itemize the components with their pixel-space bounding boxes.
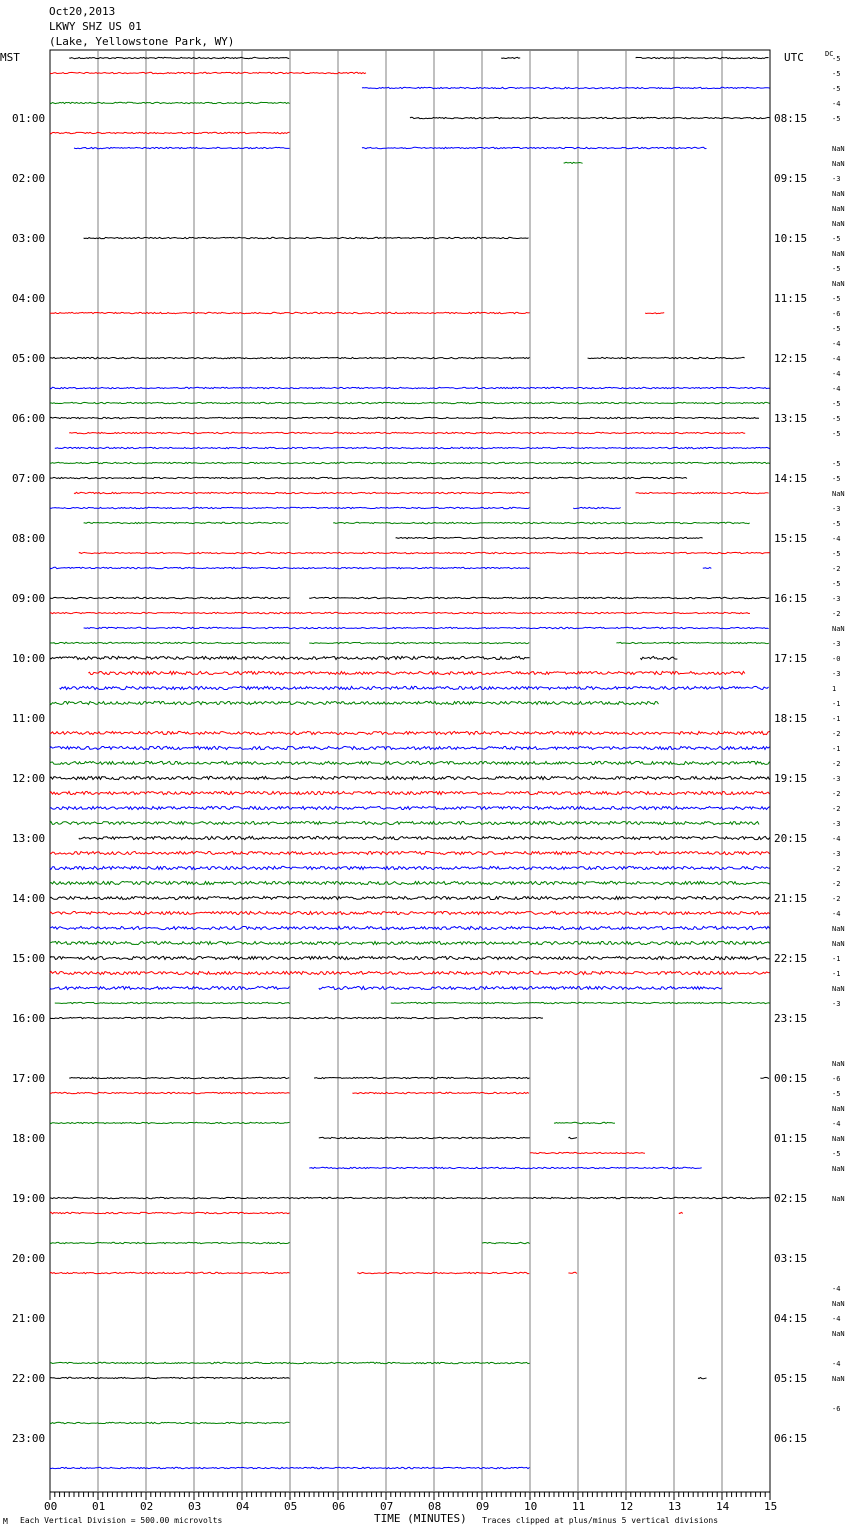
trace-segment xyxy=(501,57,520,58)
row-value-label: -3 xyxy=(832,640,841,648)
row-value-label: -5 xyxy=(832,1150,841,1158)
row-value-label: -2 xyxy=(832,730,841,738)
x-tick-label: 04 xyxy=(236,1500,250,1513)
trace-segment xyxy=(679,1212,683,1213)
row-value-label: NaN xyxy=(832,1105,845,1113)
trace-segment xyxy=(50,1197,770,1198)
trace-segment xyxy=(50,417,759,418)
x-tick-label: 11 xyxy=(572,1500,586,1513)
utc-hour-label: 00:15 xyxy=(774,1072,808,1085)
mst-hour-label: 05:00 xyxy=(12,352,46,365)
plot-date: Oct20,2013 xyxy=(49,5,116,18)
row-value-label: -3 xyxy=(832,820,841,828)
utc-axis-title: UTC xyxy=(784,51,804,64)
trace-segment xyxy=(74,492,530,493)
trace-segment xyxy=(319,1137,530,1138)
trace-segment xyxy=(314,1077,530,1078)
trace-segment xyxy=(50,986,290,989)
row-value-label: -4 xyxy=(832,100,841,108)
trace-segment xyxy=(69,432,745,433)
utc-hour-label: 13:15 xyxy=(774,412,808,425)
x-tick-label: 03 xyxy=(188,1500,202,1513)
mst-hour-label: 16:00 xyxy=(12,1012,46,1025)
utc-hour-label: 02:15 xyxy=(774,1192,808,1205)
utc-hour-label: 12:15 xyxy=(774,352,808,365)
mst-hour-label: 01:00 xyxy=(12,112,46,125)
mst-hour-label: 14:00 xyxy=(12,892,46,905)
x-tick-label: 07 xyxy=(380,1500,394,1513)
row-value-label: NaN xyxy=(832,160,845,168)
utc-hour-label: 23:15 xyxy=(774,1012,808,1025)
row-value-label: -2 xyxy=(832,865,841,873)
row-value-label: NaN xyxy=(832,1195,845,1203)
row-value-label: -1 xyxy=(832,700,841,708)
mst-hour-label: 22:00 xyxy=(12,1372,46,1385)
trace-segment xyxy=(50,761,770,764)
row-value-label: -4 xyxy=(832,1315,841,1323)
trace-segment xyxy=(50,402,770,403)
mst-hour-label: 09:00 xyxy=(12,592,46,605)
trace-segment xyxy=(88,671,745,674)
trace-segment xyxy=(352,1092,529,1093)
plot-frame xyxy=(50,50,770,1492)
trace-segment xyxy=(698,1378,707,1379)
trace-segment xyxy=(391,1002,770,1003)
mst-hour-label: 02:00 xyxy=(12,172,46,185)
x-tick-label: 13 xyxy=(668,1500,682,1513)
trace-segment xyxy=(50,72,366,73)
trace-segment xyxy=(50,597,290,598)
trace-segment xyxy=(568,1272,577,1273)
row-value-label: -5 xyxy=(832,325,841,333)
utc-hour-label: 18:15 xyxy=(774,712,808,725)
clip-note: Traces clipped at plus/minus 5 vertical divisions xyxy=(482,1516,719,1525)
row-value-label: NaN xyxy=(832,145,845,153)
mst-hour-label: 12:00 xyxy=(12,772,46,785)
trace-segment xyxy=(50,1122,290,1123)
x-tick-label: 00 xyxy=(44,1500,58,1513)
utc-hour-label: 14:15 xyxy=(774,472,808,485)
x-tick-label: 05 xyxy=(284,1500,298,1513)
mst-hour-label: 06:00 xyxy=(12,412,46,425)
trace-segment xyxy=(333,522,750,523)
trace-segment xyxy=(50,911,770,914)
row-value-label: NaN xyxy=(832,940,845,948)
x-tick-label: 12 xyxy=(620,1500,634,1513)
x-tick-label: 09 xyxy=(476,1500,490,1513)
row-value-label: -5 xyxy=(832,1090,841,1098)
trace-segment xyxy=(50,462,770,463)
row-value-label: NaN xyxy=(832,925,845,933)
x-tick-label: 01 xyxy=(92,1500,106,1513)
trace-segment xyxy=(50,791,770,794)
trace-segment xyxy=(760,1077,769,1078)
utc-hour-label: 20:15 xyxy=(774,832,808,845)
trace-segment xyxy=(50,1422,290,1423)
trace-segment xyxy=(50,1377,290,1378)
dc-label: DC xyxy=(825,50,834,58)
trace-segment xyxy=(50,507,530,508)
utc-hour-label: 03:15 xyxy=(774,1252,808,1265)
mst-hour-label: 11:00 xyxy=(12,712,46,725)
row-value-label: NaN xyxy=(832,250,845,258)
mst-axis-title: MST xyxy=(0,51,20,64)
trace-segment xyxy=(50,701,659,704)
mst-hour-label: 19:00 xyxy=(12,1192,46,1205)
row-value-label: -1 xyxy=(832,745,841,753)
trace-segment xyxy=(50,387,770,388)
trace-segment xyxy=(50,102,290,103)
utc-hour-label: 04:15 xyxy=(774,1312,808,1325)
trace-segment xyxy=(55,447,770,448)
row-value-label: -5 xyxy=(832,475,841,483)
trace-segment xyxy=(50,1242,290,1243)
row-value-label: -3 xyxy=(832,1000,841,1008)
row-value-label: -5 xyxy=(832,520,841,528)
mst-hour-label: 10:00 xyxy=(12,652,46,665)
mst-hour-label: 15:00 xyxy=(12,952,46,965)
row-value-label: -4 xyxy=(832,910,841,918)
row-value-label: -2 xyxy=(832,610,841,618)
trace-segment xyxy=(79,836,770,839)
row-value-label: -3 xyxy=(832,175,841,183)
row-value-label: -2 xyxy=(832,760,841,768)
trace-segment xyxy=(50,896,770,899)
trace-segment xyxy=(50,926,770,929)
mst-hour-label: 21:00 xyxy=(12,1312,46,1325)
mst-hour-label: 23:00 xyxy=(12,1432,46,1445)
x-tick-label: 08 xyxy=(428,1500,442,1513)
row-value-label: -2 xyxy=(832,790,841,798)
trace-segment xyxy=(636,57,769,58)
trace-segment xyxy=(616,642,769,643)
trace-segment xyxy=(636,492,769,493)
mst-hour-label: 13:00 xyxy=(12,832,46,845)
utc-hour-label: 05:15 xyxy=(774,1372,808,1385)
trace-segment xyxy=(60,686,769,689)
row-value-label: -4 xyxy=(832,835,841,843)
trace-segment xyxy=(568,1137,577,1138)
row-value-label: -4 xyxy=(832,370,841,378)
trace-segment xyxy=(640,656,677,659)
row-value-label: -6 xyxy=(832,1075,841,1083)
row-value-label: -3 xyxy=(832,775,841,783)
trace-segment xyxy=(50,941,770,944)
row-value-label: -6 xyxy=(832,1405,841,1413)
utc-hour-label: 16:15 xyxy=(774,592,808,605)
row-value-label: NaN xyxy=(832,1300,845,1308)
trace-segment xyxy=(50,851,770,854)
mst-hour-label: 18:00 xyxy=(12,1132,46,1145)
row-value-label: NaN xyxy=(832,490,845,498)
trace-segment xyxy=(309,597,769,598)
trace-segment xyxy=(50,1017,543,1018)
trace-segment xyxy=(79,552,770,553)
row-value-label: NaN xyxy=(832,625,845,633)
utc-hour-label: 01:15 xyxy=(774,1132,808,1145)
row-value-label: -3 xyxy=(832,505,841,513)
trace-segment xyxy=(50,731,770,734)
mst-hour-label: 08:00 xyxy=(12,532,46,545)
row-value-label: -4 xyxy=(832,340,841,348)
utc-hour-label: 17:15 xyxy=(774,652,808,665)
trace-segment xyxy=(573,507,621,508)
trace-segment xyxy=(84,522,289,523)
x-tick-label: 02 xyxy=(140,1500,154,1513)
row-value-label: -5 xyxy=(832,235,841,243)
row-value-label: -5 xyxy=(832,115,841,123)
trace-segment xyxy=(50,746,770,749)
row-value-label: -2 xyxy=(832,895,841,903)
trace-segment xyxy=(396,537,703,538)
trace-segment xyxy=(50,642,290,643)
trace-segment xyxy=(50,612,750,613)
row-value-label: -5 xyxy=(832,295,841,303)
trace-segment xyxy=(588,357,745,358)
row-value-label: NaN xyxy=(832,1165,845,1173)
row-value-label: -5 xyxy=(832,430,841,438)
trace-segment xyxy=(74,147,290,148)
trace-segment xyxy=(357,1272,529,1273)
mst-hour-label: 20:00 xyxy=(12,1252,46,1265)
utc-hour-label: 22:15 xyxy=(774,952,808,965)
x-tick-label: 15 xyxy=(764,1500,778,1513)
trace-segment xyxy=(50,1272,290,1273)
row-value-label: -3 xyxy=(832,850,841,858)
row-value-label: -4 xyxy=(832,535,841,543)
trace-segment xyxy=(554,1122,615,1123)
row-value-label: -0 xyxy=(832,655,841,663)
trace-segment xyxy=(69,1077,289,1078)
plot-layer xyxy=(50,50,770,1500)
row-value-label: -4 xyxy=(832,1360,841,1368)
trace-segment xyxy=(50,1212,290,1213)
row-value-label: -1 xyxy=(832,955,841,963)
utc-hour-label: 08:15 xyxy=(774,112,808,125)
utc-hour-label: 15:15 xyxy=(774,532,808,545)
row-value-label: -5 xyxy=(832,55,841,63)
utc-hour-label: 10:15 xyxy=(774,232,808,245)
row-value-label: -2 xyxy=(832,565,841,573)
station-id: LKWY SHZ US 01 xyxy=(49,20,142,33)
mst-hour-label: 07:00 xyxy=(12,472,46,485)
trace-segment xyxy=(362,147,707,148)
trace-segment xyxy=(50,1092,290,1093)
trace-segment xyxy=(362,87,770,88)
row-value-label: NaN xyxy=(832,1060,845,1068)
row-value-label: -1 xyxy=(832,715,841,723)
row-value-label: NaN xyxy=(832,205,845,213)
trace-segment xyxy=(645,313,664,314)
row-value-label: NaN xyxy=(832,1330,845,1338)
trace-segment xyxy=(319,986,722,989)
trace-segment xyxy=(84,627,769,628)
row-value-label: NaN xyxy=(832,220,845,228)
row-value-label: NaN xyxy=(832,280,845,288)
trace-segment xyxy=(309,642,529,643)
utc-hour-label: 11:15 xyxy=(774,292,808,305)
mst-hour-label: 04:00 xyxy=(12,292,46,305)
x-tick-label: 10 xyxy=(524,1500,538,1513)
row-value-label: 1 xyxy=(832,685,837,693)
row-value-label: -5 xyxy=(832,400,841,408)
trace-segment xyxy=(482,1242,530,1243)
trace-segment xyxy=(50,881,770,884)
trace-segment xyxy=(410,117,770,118)
corner-mark: M xyxy=(3,1517,8,1526)
trace-segment xyxy=(69,57,289,58)
row-value-label: -3 xyxy=(832,595,841,603)
x-axis-title: TIME (MINUTES) xyxy=(374,1512,467,1525)
row-value-label: -4 xyxy=(832,1285,841,1293)
trace-segment xyxy=(564,162,583,163)
mst-hour-label: 17:00 xyxy=(12,1072,46,1085)
x-tick-label: 06 xyxy=(332,1500,346,1513)
row-value-label: -5 xyxy=(832,265,841,273)
utc-hour-label: 19:15 xyxy=(774,772,808,785)
trace-segment xyxy=(50,821,759,824)
utc-hour-label: 09:15 xyxy=(774,172,808,185)
scale-note: Each Vertical Division = 500.00 microvolts xyxy=(20,1516,223,1525)
trace-segment xyxy=(50,776,770,779)
row-value-label: -6 xyxy=(832,310,841,318)
row-value-label: -5 xyxy=(832,415,841,423)
trace-segment xyxy=(50,866,770,869)
x-tick-label: 14 xyxy=(716,1500,730,1513)
trace-segment xyxy=(50,132,290,133)
trace-segment xyxy=(84,237,529,238)
row-value-label: -5 xyxy=(832,580,841,588)
trace-segment xyxy=(50,971,770,974)
row-value-label: -1 xyxy=(832,970,841,978)
trace-segment xyxy=(50,806,770,809)
mst-hour-label: 03:00 xyxy=(12,232,46,245)
row-value-label: -2 xyxy=(832,805,841,813)
station-location: (Lake, Yellowstone Park, WY) xyxy=(49,35,235,48)
row-value-label: -2 xyxy=(832,880,841,888)
trace-segment xyxy=(50,956,770,959)
row-value-label: -4 xyxy=(832,1120,841,1128)
row-value-label: -5 xyxy=(832,460,841,468)
utc-hour-label: 06:15 xyxy=(774,1432,808,1445)
utc-hour-label: 21:15 xyxy=(774,892,808,905)
row-value-label: NaN xyxy=(832,985,845,993)
trace-segment xyxy=(530,1152,645,1153)
row-value-label: NaN xyxy=(832,190,845,198)
row-value-label: NaN xyxy=(832,1135,845,1143)
row-value-label: -4 xyxy=(832,385,841,393)
trace-segment xyxy=(55,1002,290,1003)
row-value-label: -5 xyxy=(832,85,841,93)
row-value-label: -3 xyxy=(832,670,841,678)
row-value-label: -4 xyxy=(832,355,841,363)
trace-segment xyxy=(703,568,712,569)
row-value-label: -5 xyxy=(832,550,841,558)
row-value-label: -5 xyxy=(832,70,841,78)
row-value-label: NaN xyxy=(832,1375,845,1383)
trace-segment xyxy=(309,1167,702,1168)
